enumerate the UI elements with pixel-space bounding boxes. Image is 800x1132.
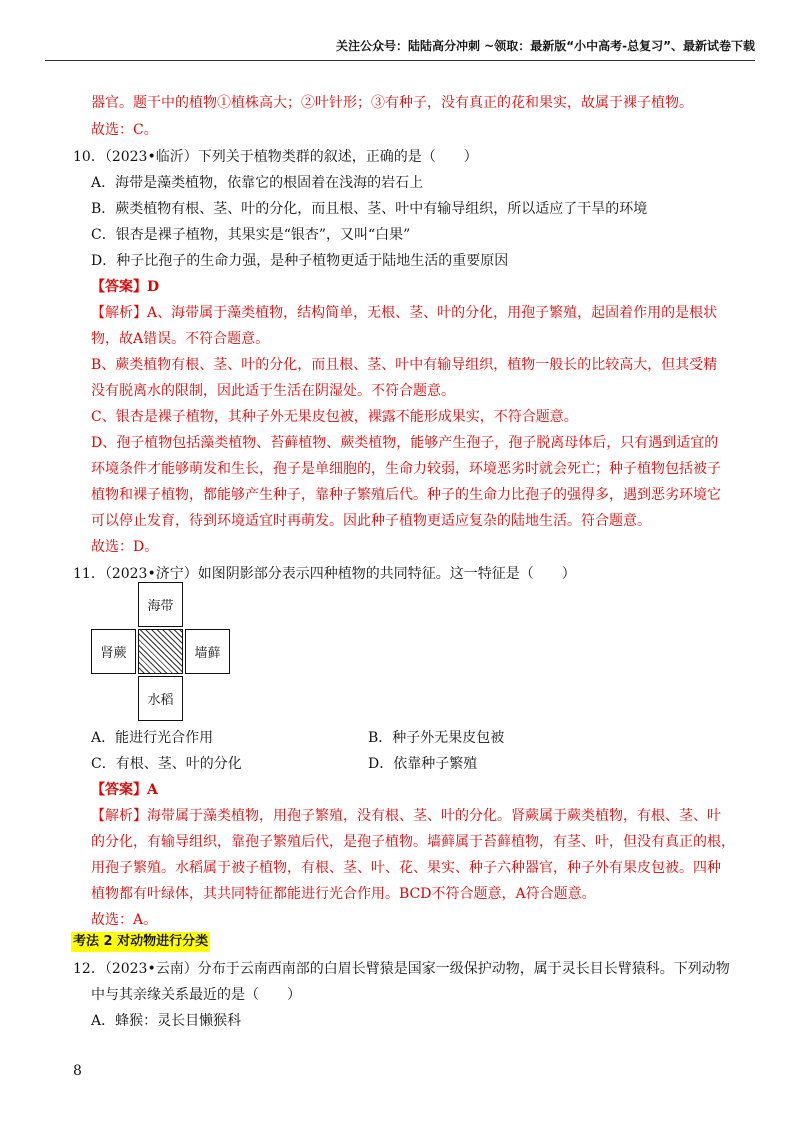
question-11-option-b: B．种子外无果皮包被 bbox=[368, 730, 505, 746]
question-12-continued: 中与其亲缘关系最近的是（ ） bbox=[91, 987, 301, 1003]
question-10-explanation: 可以停止发育，待到环境适宜时再萌发。因此种子植物更适应复杂的陆地生活。符合题意。 bbox=[91, 513, 651, 529]
question-11-explanation: 植物都有叶绿体，其共同特征都能进行光合作用。BCD不符合题意，A符合题意。 bbox=[91, 886, 596, 902]
question-10-explanation: D、孢子植物包括藻类植物、苔藓植物、蕨类植物，能够产生孢子，孢子脱离母体后，只有遇到适宜的 bbox=[91, 435, 719, 451]
question-11-explanation: 的分化，有输导组织，靠孢子繁殖后代，是孢子植物。墙藓属于苔藓植物，有茎、叶，但没有真正的根， bbox=[91, 834, 735, 850]
question-10-explanation: 环境条件才能够萌发和生长，孢子是单细胞的，生命力较弱，环境恶劣时就会死亡；种子植物包括被子 bbox=[91, 461, 721, 477]
question-10-option-a: A．海带是藻类植物，依靠它的根固着在浅海的岩石上 bbox=[91, 175, 424, 191]
question-10: 10．（2023•临沂）下列关于植物类群的叙述，正确的是（ ） bbox=[73, 149, 478, 165]
question-10-explanation: 物，故A错误。不符合题意。 bbox=[91, 331, 270, 347]
section-heading: 考法 2 对动物进行分类 bbox=[71, 932, 210, 952]
question-11-option-c: C．有根、茎、叶的分化 bbox=[91, 756, 242, 772]
question-10-explanation: B、蕨类植物有根、茎、叶的分化，而且根、茎、叶中有输导组织，植物一般长的比较高大，但其受精 bbox=[91, 357, 718, 373]
question-10-option-d: D．种子比孢子的生命力强，是种子植物更适于陆地生活的重要原因 bbox=[91, 253, 509, 269]
question-11-explanation: 用孢子繁殖。水稻属于被子植物，有根、茎、叶、花、果实、种子六种器官，种子外有果皮包被。四种 bbox=[91, 860, 721, 876]
question-11-option-a: A．能进行光合作用 bbox=[91, 730, 214, 746]
question-10-explanation: 没有脱离水的限制，因此适于生活在阴湿处。不符合题意。 bbox=[91, 383, 455, 399]
selection-line: 故选：C。 bbox=[91, 122, 158, 138]
page-number: 8 bbox=[73, 1063, 82, 1079]
question-10-explanation: C、银杏是裸子植物，其种子外无果皮包被，裸露不能形成果实，不符合题意。 bbox=[91, 409, 578, 425]
diagram-shaded-center bbox=[138, 629, 183, 674]
page-header: 关注公众号：陆陆高分冲刺 ~领取：最新版“小中高考-总复习”、最新试卷下载 bbox=[336, 39, 755, 53]
question-10-option-c: C．银杏是裸子植物，其果实是“银杏”，又叫“白果” bbox=[91, 227, 411, 243]
question-11-option-d: D．依靠种子繁殖 bbox=[368, 756, 478, 772]
question-11-explanation: 【解析】海带属于藻类植物，用孢子繁殖，没有根、茎、叶的分化。肾蕨属于蕨类植物，有根、茎、叶 bbox=[91, 808, 721, 824]
question-10-answer: 【答案】D bbox=[91, 279, 160, 295]
diagram-cell-top: 海带 bbox=[138, 582, 183, 627]
question-11-answer: 【答案】A bbox=[91, 782, 158, 798]
diagram-cell-right: 墙藓 bbox=[185, 629, 230, 674]
question-10-explanation: 【解析】A、海带属于藻类植物，结构简单，无根、茎、叶的分化，用孢子繁殖，起固着作用的是根状 bbox=[91, 305, 718, 321]
question-10-option-b: B．蕨类植物有根、茎、叶的分化，而且根、茎、叶中有输导组织，所以适应了干旱的环境 bbox=[91, 201, 648, 217]
question-10-selection: 故选：D。 bbox=[91, 539, 159, 555]
question-12-option-a: A．蜂猴：灵长目懒猴科 bbox=[91, 1013, 242, 1029]
header-rule bbox=[45, 60, 755, 61]
diagram-cell-bottom: 水稻 bbox=[138, 676, 183, 721]
question-11: 11．（2023•济宁）如图阴影部分表示四种植物的共同特征。这一特征是（ ） bbox=[73, 566, 576, 582]
question-12: 12．（2023•云南）分布于云南西南部的白眉长臂猿是国家一级保护动物，属于灵长目长臂猿科。下列动物 bbox=[73, 961, 730, 977]
plant-feature-diagram bbox=[91, 582, 233, 722]
diagram-cell-left: 肾蕨 bbox=[91, 629, 136, 674]
explanation-line: 器官。题干中的植物①植株高大；②叶针形；③有种子，没有真正的花和果实，故属于裸子植物。 bbox=[91, 95, 693, 111]
question-10-explanation: 植物和裸子植物，都能够产生种子，靠种子繁殖后代。种子的生命力比孢子的强得多，遇到恶劣环境它 bbox=[91, 487, 721, 503]
question-11-selection: 故选：A。 bbox=[91, 912, 158, 928]
